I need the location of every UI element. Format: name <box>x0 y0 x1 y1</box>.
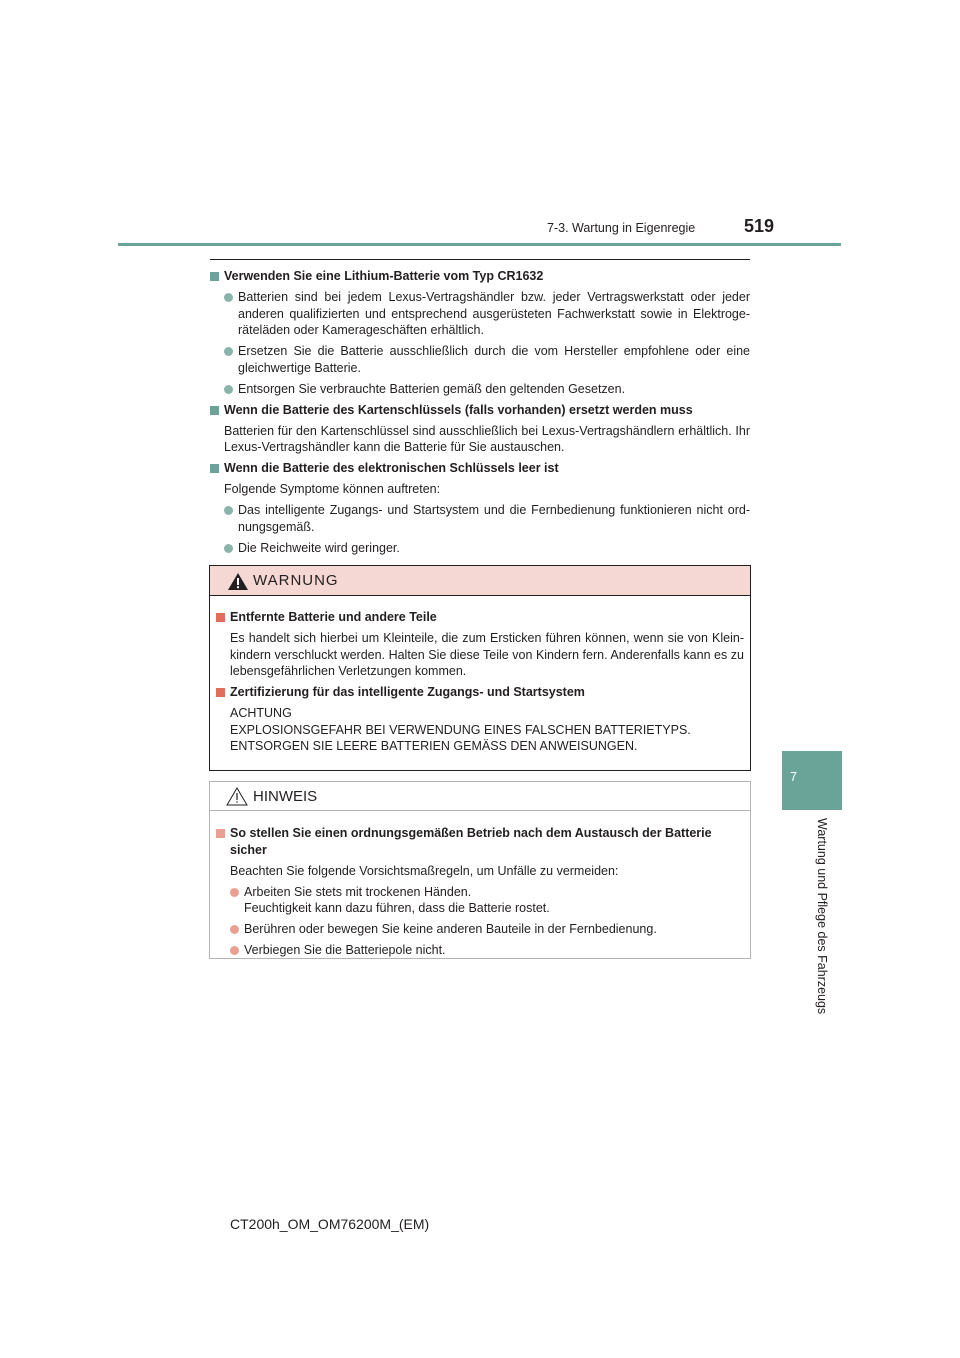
caps-line: ACHTUNG <box>230 706 292 720</box>
paragraph: Batterien für den Kartenschlüssel sind ausschließlich bei Lexus-Vertragshändlern erhältlich. Ihr Lexus-Vertragshändler kann die Batterie für Sie austauschen. <box>224 423 750 454</box>
section-heading: Wenn die Batterie des elektronischen Schlüssels leer ist <box>210 460 750 477</box>
section-battery-type <box>210 268 750 397</box>
notice-header <box>210 782 750 811</box>
round-bullet-icon <box>230 946 239 955</box>
list-item: Batterien sind bei jedem Lexus-Vertragshändler bzw. jeder Vertragswerkstatt oder jeder anderen qualifizierten und entsprechend ausgerüsteten Fachwerkstatt sowie in Elektroge-räteläden oder Kamerageschäften erhältlich. <box>210 289 750 339</box>
chapter-title-vertical: Wartung und Pflege des Fahrzeugs <box>815 818 829 1015</box>
list-item: Arbeiten Sie stets mit trockenen Händen. Feuchtigkeit kann dazu führen, dass die Batterie rostet. <box>216 884 744 917</box>
caps-line: EXPLOSIONSGEFAHR BEI VERWENDUNG EINES FALSCHEN BATTERIETYPS. <box>230 722 691 737</box>
section-card-key <box>210 402 750 456</box>
list-item: Ersetzen Sie die Batterie ausschließlich durch die vom Hersteller empfohlene oder eine gleichwertige Batterie. <box>210 343 750 376</box>
notice-heading: So stellen Sie einen ordnungsgemäßen Betrieb nach dem Austausch der Batterie sicher <box>216 825 744 858</box>
warning-caps-block <box>216 705 744 755</box>
header-rule <box>118 243 841 246</box>
round-bullet-icon <box>224 506 233 515</box>
square-bullet-icon <box>216 829 225 838</box>
section-heading: Verwenden Sie eine Lithium-Batterie vom Typ CR1632 <box>210 268 750 285</box>
warning-body <box>216 609 744 759</box>
list-item: Berühren oder bewegen Sie keine anderen Bauteile in der Fernbedienung. <box>216 921 744 938</box>
caps-line: ENTSORGEN SIE LEERE BATTERIEN GEMÄSS DEN ANWEISUNGEN. <box>230 739 638 753</box>
notice-box <box>209 781 751 959</box>
warning-paragraph: Es handelt sich hierbei um Kleinteile, die zum Ersticken führen können, wenn sie von Klein-kindern verschluckt werden. Halten Sie diese Teile von Kindern fern. Anderenfalls kann es zu lebensgefährlichen Verletzungen kommen. <box>230 631 744 678</box>
list-item: Das intelligente Zugangs- und Startsystem und die Fernbedienung funktionieren nicht ord-nungsgemäß. <box>210 502 750 535</box>
warning-heading: Zertifizierung für das intelligente Zugangs- und Startsystem <box>216 684 744 701</box>
section-heading: Wenn die Batterie des Kartenschlüssels (falls vorhanden) ersetzt werden muss <box>210 402 750 419</box>
chapter-tab <box>782 751 842 810</box>
square-bullet-icon <box>216 613 225 622</box>
square-bullet-icon <box>210 272 219 281</box>
warning-triangle-icon <box>228 573 248 590</box>
notice-body <box>216 825 744 963</box>
notice-label: HINWEIS <box>253 788 318 805</box>
round-bullet-icon <box>224 385 233 394</box>
list-item: Entsorgen Sie verbrauchte Batterien gemäß den geltenden Gesetzen. <box>210 381 750 398</box>
round-bullet-icon <box>224 347 233 356</box>
square-bullet-icon <box>210 406 219 415</box>
header-section-title: 7-3. Wartung in Eigenregie <box>547 221 696 235</box>
warning-header <box>210 566 750 596</box>
square-bullet-icon <box>210 464 219 473</box>
list-item: Verbiegen Sie die Batteriepole nicht. <box>216 942 744 959</box>
warning-heading: Entfernte Batterie und andere Teile <box>216 609 744 626</box>
warning-box <box>209 565 751 771</box>
round-bullet-icon <box>224 293 233 302</box>
notice-paragraph: Beachten Sie folgende Vorsichtsmaßregeln, um Unfälle zu vermeiden: <box>230 863 619 878</box>
round-bullet-icon <box>230 888 239 897</box>
caution-triangle-icon <box>226 787 248 806</box>
square-bullet-icon <box>216 688 225 697</box>
list-item: Die Reichweite wird geringer. <box>210 540 750 557</box>
footer-code: CT200h_OM_OM76200M_(EM) <box>230 1216 430 1232</box>
section-empty-battery <box>210 460 750 556</box>
page-number: 519 <box>744 216 775 236</box>
round-bullet-icon <box>224 544 233 553</box>
paragraph: Folgende Symptome können auftreten: <box>224 482 441 496</box>
content-top-rule <box>210 259 750 260</box>
warning-label: WARNUNG <box>253 572 339 589</box>
round-bullet-icon <box>230 925 239 934</box>
chapter-number: 7 <box>790 770 797 784</box>
main-content <box>210 268 750 561</box>
